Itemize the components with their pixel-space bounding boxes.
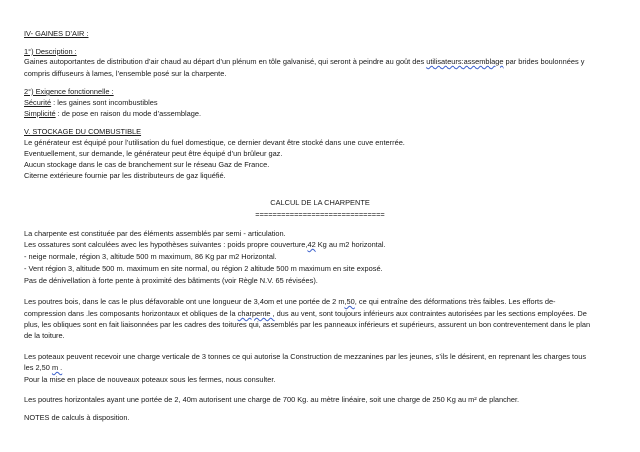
calc-p3-line-2-b: m . xyxy=(51,363,63,372)
calc-p2-line-3: plus, les obliques sont en fait liaisonnées par les cadres des toitures qui, assemblés par les panneaux inférieurs et supérieurs, assurent un bon contreventement dans le plan xyxy=(24,320,591,329)
storage-line-2: Eventuellement, sur demande, le générateur peut être équipé d’un brûleur gaz. xyxy=(24,149,283,158)
calc-p3-line-3: Pour la mise en place de nouveaux poteaux sous les fermes, nous consulter. xyxy=(24,375,276,384)
calc-p3-line-1: Les poteaux peuvent recevoir une charge verticale de 3 tonnes ce qui autorise la Construction de mezzanines par les jeunes, s’ils le désirent, en reprenant les charges tous xyxy=(24,352,587,361)
description-line-1-c: par brides boulonnées y xyxy=(503,57,585,66)
security-label: Sécurité xyxy=(24,98,52,107)
calc-p1-line-2-c: Kg au m2 horizontal. xyxy=(315,240,386,249)
simplicity-line xyxy=(24,109,201,118)
description-line-2: compris diffuseurs à lames, l’ensemble posé sur la charpente. xyxy=(24,69,227,78)
calc-p2-line-2-c: dus au vent, sont toujours inférieurs aux contraintes autorisées par les sections employées. De xyxy=(274,309,587,318)
simplicity-text: : de pose en raison du mode d’assemblage. xyxy=(55,109,202,118)
calc-notes: NOTES de calculs à disposition. xyxy=(24,413,130,422)
calc-p2-line-4: de la toiture. xyxy=(24,331,65,340)
calc-p2-line-1-c: , ce qui entraîne des déformations très faibles. Les efforts de- xyxy=(354,297,556,306)
security-line xyxy=(24,98,158,107)
description-line-1-b: utilisateurs:assemblage xyxy=(426,57,504,66)
calc-p1-line-2-a: Les ossatures sont calculées avec les hypothèses suivantes : poids propre couverture, xyxy=(24,240,308,249)
calc-p1-line-2 xyxy=(24,240,386,249)
calc-p1-line-3: - neige normale, région 3, altitude 500 m maximum, 86 Kg par m2 Horizontal. xyxy=(24,252,277,261)
storage-line-1: Le générateur est équipé pour l’utilisation du fuel domestique, ce dernier devant être stocké dans une cuve enterrée. xyxy=(24,138,405,147)
calc-p3-line-2-a: les 2,50 xyxy=(24,363,52,372)
calc-p1-line-5: Pas de dénivellation à forte pente à proximité des bâtiments (voir Règle N.V. 65 révisées). xyxy=(24,276,318,285)
description-heading: 1°) Description : xyxy=(24,47,77,56)
description-line-1-a: Gaines autoportantes de distribution d’air chaud au départ d’un plénum en tôle galvanisé, qui seront à peindre au goût des xyxy=(24,57,427,66)
section-v-title: V. STOCKAGE DU COMBUSTIBLE xyxy=(24,127,142,136)
calc-p4-line-1: Les poutres horizontales ayant une portée de 2, 40m autorisent une charge de 700 Kg. au mètre linéaire, soit une charge de 250 Kg au m² de plancher. xyxy=(24,395,520,404)
calc-p1-line-2-b: 42 xyxy=(307,240,316,249)
calc-p2-line-2 xyxy=(24,309,587,318)
calc-p1-line-1: La charpente est constituée par des éléments assemblés par semi - articulation. xyxy=(24,229,286,238)
calc-p2-line-1-a: Les poutres bois, dans le cas le plus défavorable ont une longueur de 3,4om et une portée de 2 m xyxy=(24,297,345,306)
calc-p2-line-2-a: compression dans .les composants horizontaux et obliques de la xyxy=(24,309,238,318)
calc-p2-line-1-b: ,50 xyxy=(344,297,355,306)
calc-p3-line-2 xyxy=(24,363,62,372)
calc-p2-line-2-b: charpente , xyxy=(237,309,275,318)
calc-title-rule: ============================== xyxy=(255,210,385,219)
requirement-heading: 2°) Exigence fonctionnelle : xyxy=(24,87,114,96)
calc-p1-line-4: - Vent région 3, altitude 500 m. maximum en site normal, ou région 2 altitude 500 m maximum en site exposé. xyxy=(24,264,383,273)
description-line-1 xyxy=(24,57,584,66)
section-iv-title: IV- GAINES D’AIR : xyxy=(24,29,89,38)
calc-title: CALCUL DE LA CHARPENTE xyxy=(270,198,370,207)
calc-p2-line-1 xyxy=(24,297,556,306)
storage-line-3: Aucun stockage dans le cas de branchement sur le réseau Gaz de France. xyxy=(24,160,270,169)
simplicity-label: Simplicité xyxy=(24,109,56,118)
storage-line-4: Citerne extérieure fournie par les distributeurs de gaz liquéfié. xyxy=(24,171,226,180)
security-text: : les gaines sont incombustibles xyxy=(51,98,158,107)
